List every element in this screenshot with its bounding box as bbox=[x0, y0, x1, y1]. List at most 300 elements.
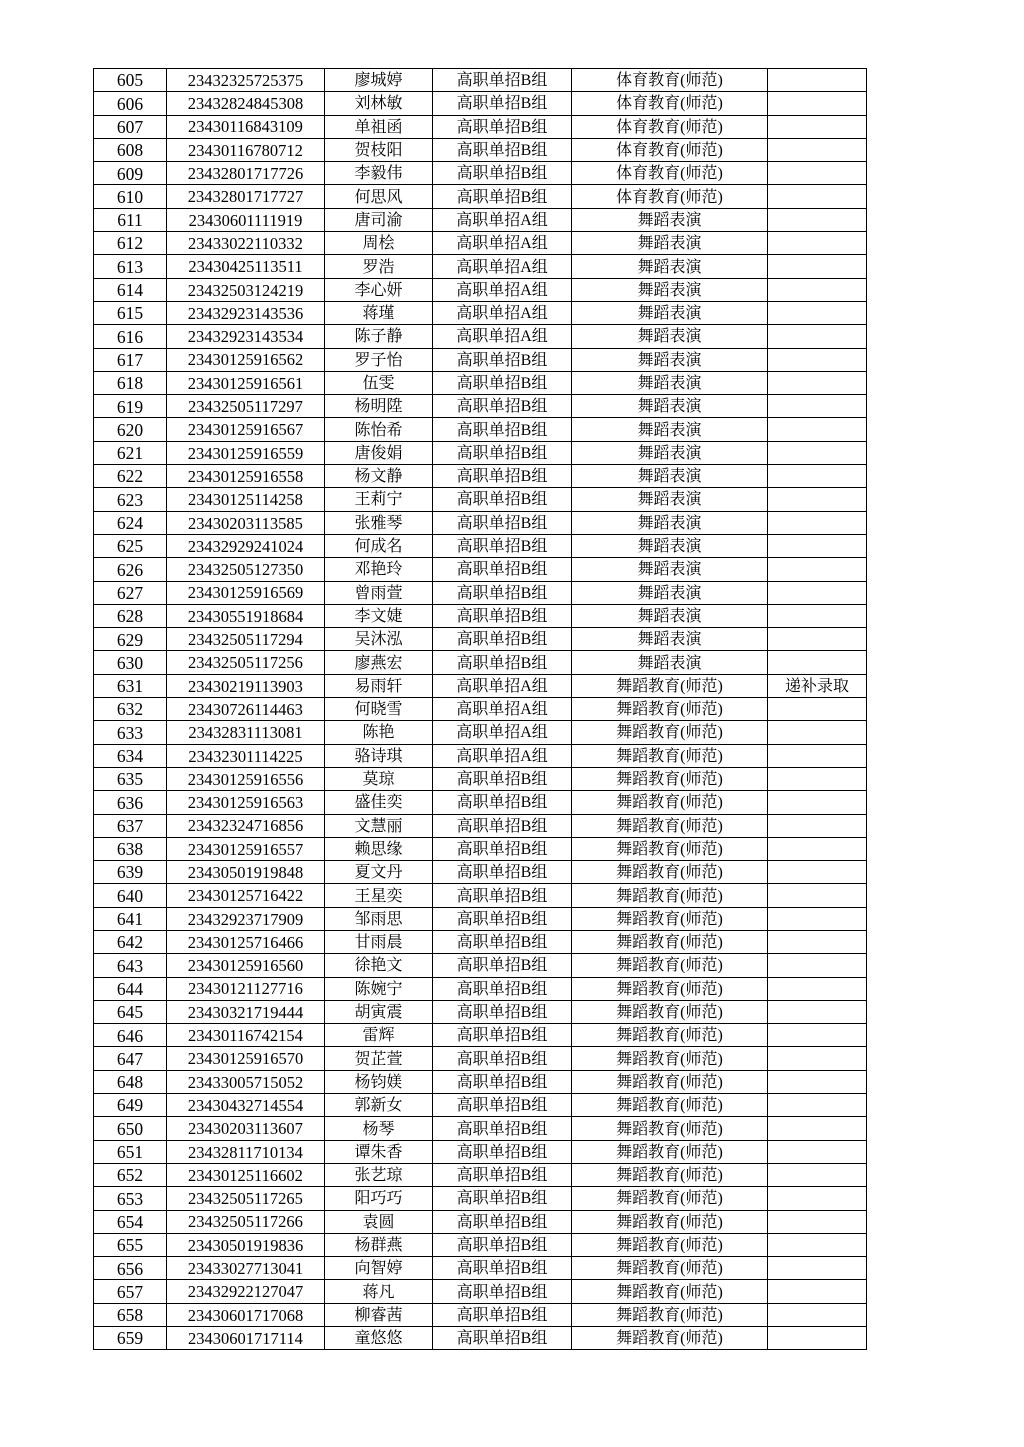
major-cell: 体育教育(师范) bbox=[572, 69, 768, 92]
serial-number-cell: 642 bbox=[94, 930, 167, 953]
student-name-cell: 单祖函 bbox=[325, 115, 433, 138]
serial-number-cell: 609 bbox=[94, 162, 167, 185]
serial-number-cell: 616 bbox=[94, 325, 167, 348]
admission-group-cell: 高职单招B组 bbox=[433, 488, 572, 511]
table-row bbox=[94, 1000, 867, 1023]
major-cell: 舞蹈教育(师范) bbox=[572, 861, 768, 884]
serial-number-cell: 643 bbox=[94, 954, 167, 977]
exam-id-cell: 23433005715052 bbox=[167, 1070, 325, 1093]
serial-number-cell: 639 bbox=[94, 861, 167, 884]
student-name-cell: 贺芷萱 bbox=[325, 1047, 433, 1070]
student-name-cell: 蒋瑾 bbox=[325, 301, 433, 324]
major-cell: 舞蹈表演 bbox=[572, 278, 768, 301]
student-name-cell: 张艺琼 bbox=[325, 1163, 433, 1186]
exam-id-cell: 23430125916557 bbox=[167, 837, 325, 860]
remark-cell bbox=[768, 930, 867, 953]
exam-id-cell: 23430726114463 bbox=[167, 698, 325, 721]
student-name-cell: 莫琼 bbox=[325, 767, 433, 790]
exam-id-cell: 23432929241024 bbox=[167, 534, 325, 557]
table-row bbox=[94, 1070, 867, 1093]
remark-cell bbox=[768, 954, 867, 977]
student-name-cell: 廖城婷 bbox=[325, 69, 433, 92]
major-cell: 舞蹈表演 bbox=[572, 534, 768, 557]
admission-group-cell: 高职单招B组 bbox=[433, 791, 572, 814]
table-row bbox=[94, 278, 867, 301]
exam-id-cell: 23430125116602 bbox=[167, 1163, 325, 1186]
exam-id-cell: 23430125916570 bbox=[167, 1047, 325, 1070]
major-cell: 舞蹈教育(师范) bbox=[572, 721, 768, 744]
exam-id-cell: 23430321719444 bbox=[167, 1000, 325, 1023]
major-cell: 舞蹈表演 bbox=[572, 208, 768, 231]
major-cell: 舞蹈表演 bbox=[572, 301, 768, 324]
remark-cell bbox=[768, 1233, 867, 1256]
admission-group-cell: 高职单招A组 bbox=[433, 232, 572, 255]
major-cell: 舞蹈表演 bbox=[572, 651, 768, 674]
remark-cell bbox=[768, 511, 867, 534]
major-cell: 舞蹈教育(师范) bbox=[572, 837, 768, 860]
remark-cell bbox=[768, 767, 867, 790]
exam-id-cell: 23432923143534 bbox=[167, 325, 325, 348]
serial-number-cell: 641 bbox=[94, 907, 167, 930]
student-name-cell: 阳巧巧 bbox=[325, 1187, 433, 1210]
admission-group-cell: 高职单招B组 bbox=[433, 348, 572, 371]
exam-id-cell: 23430125916558 bbox=[167, 465, 325, 488]
student-name-cell: 赖思缘 bbox=[325, 837, 433, 860]
exam-id-cell: 23430116780712 bbox=[167, 138, 325, 161]
major-cell: 舞蹈表演 bbox=[572, 348, 768, 371]
student-name-cell: 夏文丹 bbox=[325, 861, 433, 884]
admission-group-cell: 高职单招A组 bbox=[433, 278, 572, 301]
student-name-cell: 甘雨晨 bbox=[325, 930, 433, 953]
exam-id-cell: 23432505117294 bbox=[167, 628, 325, 651]
major-cell: 舞蹈教育(师范) bbox=[572, 1280, 768, 1303]
exam-id-cell: 23430116843109 bbox=[167, 115, 325, 138]
remark-cell bbox=[768, 814, 867, 837]
table-row bbox=[94, 954, 867, 977]
admission-group-cell: 高职单招B组 bbox=[433, 371, 572, 394]
major-cell: 舞蹈表演 bbox=[572, 418, 768, 441]
major-cell: 舞蹈表演 bbox=[572, 255, 768, 278]
exam-id-cell: 23430601111919 bbox=[167, 208, 325, 231]
student-name-cell: 文慧丽 bbox=[325, 814, 433, 837]
remark-cell bbox=[768, 1303, 867, 1326]
student-name-cell: 何晓雪 bbox=[325, 698, 433, 721]
remark-cell bbox=[768, 278, 867, 301]
student-name-cell: 刘林敏 bbox=[325, 92, 433, 115]
remark-cell bbox=[768, 884, 867, 907]
exam-id-cell: 23432505117265 bbox=[167, 1187, 325, 1210]
table-row bbox=[94, 558, 867, 581]
serial-number-cell: 610 bbox=[94, 185, 167, 208]
major-cell: 舞蹈教育(师范) bbox=[572, 1303, 768, 1326]
table-row bbox=[94, 1047, 867, 1070]
student-name-cell: 廖燕宏 bbox=[325, 651, 433, 674]
major-cell: 舞蹈教育(师范) bbox=[572, 1140, 768, 1163]
student-name-cell: 何成名 bbox=[325, 534, 433, 557]
admission-group-cell: 高职单招A组 bbox=[433, 744, 572, 767]
admission-group-cell: 高职单招B组 bbox=[433, 1024, 572, 1047]
admission-group-cell: 高职单招B组 bbox=[433, 930, 572, 953]
major-cell: 舞蹈表演 bbox=[572, 488, 768, 511]
major-cell: 体育教育(师范) bbox=[572, 185, 768, 208]
table-row bbox=[94, 884, 867, 907]
exam-id-cell: 23430125916556 bbox=[167, 767, 325, 790]
table-row bbox=[94, 1303, 867, 1326]
table-row bbox=[94, 208, 867, 231]
student-name-cell: 李心妍 bbox=[325, 278, 433, 301]
exam-id-cell: 23432505117256 bbox=[167, 651, 325, 674]
remark-cell bbox=[768, 255, 867, 278]
exam-id-cell: 23433022110332 bbox=[167, 232, 325, 255]
serial-number-cell: 612 bbox=[94, 232, 167, 255]
admission-group-cell: 高职单招B组 bbox=[433, 1094, 572, 1117]
table-row bbox=[94, 1187, 867, 1210]
major-cell: 体育教育(师范) bbox=[572, 138, 768, 161]
exam-id-cell: 23432923717909 bbox=[167, 907, 325, 930]
major-cell: 舞蹈教育(师范) bbox=[572, 930, 768, 953]
admission-group-cell: 高职单招B组 bbox=[433, 1163, 572, 1186]
table-row bbox=[94, 371, 867, 394]
admission-group-cell: 高职单招B组 bbox=[433, 1140, 572, 1163]
admission-group-cell: 高职单招A组 bbox=[433, 674, 572, 697]
student-name-cell: 童悠悠 bbox=[325, 1327, 433, 1350]
exam-id-cell: 23430125916560 bbox=[167, 954, 325, 977]
remark-cell bbox=[768, 162, 867, 185]
serial-number-cell: 655 bbox=[94, 1233, 167, 1256]
student-name-cell: 李文婕 bbox=[325, 604, 433, 627]
serial-number-cell: 607 bbox=[94, 115, 167, 138]
admission-group-cell: 高职单招B组 bbox=[433, 185, 572, 208]
student-name-cell: 杨钧媄 bbox=[325, 1070, 433, 1093]
exam-id-cell: 23432831113081 bbox=[167, 721, 325, 744]
student-name-cell: 谭朱香 bbox=[325, 1140, 433, 1163]
table-row bbox=[94, 185, 867, 208]
remark-cell bbox=[768, 395, 867, 418]
admission-group-cell: 高职单招B组 bbox=[433, 465, 572, 488]
remark-cell bbox=[768, 115, 867, 138]
table-row bbox=[94, 604, 867, 627]
remark-cell bbox=[768, 861, 867, 884]
remark-cell bbox=[768, 69, 867, 92]
student-name-cell: 邓艳玲 bbox=[325, 558, 433, 581]
table-row bbox=[94, 744, 867, 767]
remark-cell bbox=[768, 744, 867, 767]
major-cell: 舞蹈表演 bbox=[572, 395, 768, 418]
serial-number-cell: 659 bbox=[94, 1327, 167, 1350]
major-cell: 体育教育(师范) bbox=[572, 115, 768, 138]
remark-cell bbox=[768, 791, 867, 814]
student-name-cell: 陈怡希 bbox=[325, 418, 433, 441]
serial-number-cell: 605 bbox=[94, 69, 167, 92]
student-name-cell: 陈艳 bbox=[325, 721, 433, 744]
exam-id-cell: 23430125916559 bbox=[167, 441, 325, 464]
serial-number-cell: 649 bbox=[94, 1094, 167, 1117]
major-cell: 舞蹈表演 bbox=[572, 325, 768, 348]
table-row bbox=[94, 348, 867, 371]
table-row bbox=[94, 628, 867, 651]
student-name-cell: 骆诗琪 bbox=[325, 744, 433, 767]
exam-id-cell: 23430203113585 bbox=[167, 511, 325, 534]
serial-number-cell: 611 bbox=[94, 208, 167, 231]
student-name-cell: 杨群燕 bbox=[325, 1233, 433, 1256]
remark-cell bbox=[768, 301, 867, 324]
serial-number-cell: 648 bbox=[94, 1070, 167, 1093]
serial-number-cell: 617 bbox=[94, 348, 167, 371]
serial-number-cell: 647 bbox=[94, 1047, 167, 1070]
major-cell: 舞蹈教育(师范) bbox=[572, 977, 768, 1000]
student-name-cell: 徐艳文 bbox=[325, 954, 433, 977]
student-name-cell: 邹雨思 bbox=[325, 907, 433, 930]
remark-cell bbox=[768, 1257, 867, 1280]
exam-id-cell: 23430116742154 bbox=[167, 1024, 325, 1047]
major-cell: 舞蹈表演 bbox=[572, 441, 768, 464]
student-name-cell: 罗浩 bbox=[325, 255, 433, 278]
serial-number-cell: 633 bbox=[94, 721, 167, 744]
exam-id-cell: 23430601717068 bbox=[167, 1303, 325, 1326]
admission-group-cell: 高职单招B组 bbox=[433, 115, 572, 138]
exam-id-cell: 23432801717726 bbox=[167, 162, 325, 185]
serial-number-cell: 619 bbox=[94, 395, 167, 418]
serial-number-cell: 652 bbox=[94, 1163, 167, 1186]
remark-cell bbox=[768, 418, 867, 441]
remark-cell bbox=[768, 348, 867, 371]
table-row bbox=[94, 395, 867, 418]
serial-number-cell: 638 bbox=[94, 837, 167, 860]
remark-cell bbox=[768, 604, 867, 627]
admission-group-cell: 高职单招B组 bbox=[433, 1000, 572, 1023]
admission-group-cell: 高职单招A组 bbox=[433, 325, 572, 348]
exam-id-cell: 23430501919848 bbox=[167, 861, 325, 884]
table-row bbox=[94, 1094, 867, 1117]
table-row bbox=[94, 767, 867, 790]
exam-id-cell: 23430601717114 bbox=[167, 1327, 325, 1350]
admission-group-cell: 高职单招B组 bbox=[433, 1280, 572, 1303]
exam-id-cell: 23432325725375 bbox=[167, 69, 325, 92]
admission-group-cell: 高职单招B组 bbox=[433, 651, 572, 674]
table-row bbox=[94, 907, 867, 930]
admission-group-cell: 高职单招B组 bbox=[433, 861, 572, 884]
major-cell: 舞蹈教育(师范) bbox=[572, 1000, 768, 1023]
admission-group-cell: 高职单招A组 bbox=[433, 255, 572, 278]
serial-number-cell: 623 bbox=[94, 488, 167, 511]
table-row bbox=[94, 1140, 867, 1163]
table-row bbox=[94, 1327, 867, 1350]
table-row bbox=[94, 861, 867, 884]
remark-cell bbox=[768, 1094, 867, 1117]
major-cell: 舞蹈教育(师范) bbox=[572, 698, 768, 721]
admission-group-cell: 高职单招B组 bbox=[433, 628, 572, 651]
admission-group-cell: 高职单招B组 bbox=[433, 1117, 572, 1140]
admission-group-cell: 高职单招B组 bbox=[433, 418, 572, 441]
major-cell: 舞蹈教育(师范) bbox=[572, 1070, 768, 1093]
table-row bbox=[94, 651, 867, 674]
exam-id-cell: 23433027713041 bbox=[167, 1257, 325, 1280]
major-cell: 舞蹈教育(师范) bbox=[572, 1024, 768, 1047]
table-row bbox=[94, 1280, 867, 1303]
major-cell: 舞蹈教育(师范) bbox=[572, 1327, 768, 1350]
serial-number-cell: 630 bbox=[94, 651, 167, 674]
exam-id-cell: 23432801717727 bbox=[167, 185, 325, 208]
student-name-cell: 杨明陞 bbox=[325, 395, 433, 418]
major-cell: 舞蹈表演 bbox=[572, 581, 768, 604]
major-cell: 舞蹈教育(师范) bbox=[572, 907, 768, 930]
serial-number-cell: 640 bbox=[94, 884, 167, 907]
exam-id-cell: 23432824845308 bbox=[167, 92, 325, 115]
table-row bbox=[94, 441, 867, 464]
serial-number-cell: 645 bbox=[94, 1000, 167, 1023]
remark-cell bbox=[768, 1210, 867, 1233]
student-name-cell: 吴沐泓 bbox=[325, 628, 433, 651]
table-row bbox=[94, 301, 867, 324]
student-name-cell: 胡寅震 bbox=[325, 1000, 433, 1023]
admission-group-cell: 高职单招B组 bbox=[433, 1327, 572, 1350]
table-row bbox=[94, 534, 867, 557]
remark-cell bbox=[768, 1117, 867, 1140]
remark-cell bbox=[768, 1070, 867, 1093]
remark-cell: 递补录取 bbox=[768, 674, 867, 697]
exam-id-cell: 23430125716466 bbox=[167, 930, 325, 953]
admission-group-cell: 高职单招B组 bbox=[433, 1047, 572, 1070]
serial-number-cell: 635 bbox=[94, 767, 167, 790]
remark-cell bbox=[768, 1280, 867, 1303]
major-cell: 舞蹈表演 bbox=[572, 558, 768, 581]
admission-group-cell: 高职单招B组 bbox=[433, 814, 572, 837]
student-name-cell: 罗子怡 bbox=[325, 348, 433, 371]
student-name-cell: 张雅琴 bbox=[325, 511, 433, 534]
remark-cell bbox=[768, 1047, 867, 1070]
student-name-cell: 杨文静 bbox=[325, 465, 433, 488]
exam-id-cell: 23430125916561 bbox=[167, 371, 325, 394]
serial-number-cell: 632 bbox=[94, 698, 167, 721]
remark-cell bbox=[768, 534, 867, 557]
remark-cell bbox=[768, 907, 867, 930]
table-row bbox=[94, 69, 867, 92]
table-row bbox=[94, 1024, 867, 1047]
serial-number-cell: 629 bbox=[94, 628, 167, 651]
admission-group-cell: 高职单招B组 bbox=[433, 767, 572, 790]
admission-group-cell: 高职单招B组 bbox=[433, 604, 572, 627]
major-cell: 舞蹈教育(师范) bbox=[572, 1257, 768, 1280]
exam-id-cell: 23430203113607 bbox=[167, 1117, 325, 1140]
exam-id-cell: 23430125114258 bbox=[167, 488, 325, 511]
admission-group-cell: 高职单招B组 bbox=[433, 1233, 572, 1256]
remark-cell bbox=[768, 1140, 867, 1163]
exam-id-cell: 23430432714554 bbox=[167, 1094, 325, 1117]
remark-cell bbox=[768, 325, 867, 348]
exam-id-cell: 23430501919836 bbox=[167, 1233, 325, 1256]
student-name-cell: 柳睿茜 bbox=[325, 1303, 433, 1326]
remark-cell bbox=[768, 488, 867, 511]
serial-number-cell: 634 bbox=[94, 744, 167, 767]
exam-id-cell: 23432301114225 bbox=[167, 744, 325, 767]
exam-id-cell: 23430125916567 bbox=[167, 418, 325, 441]
table-row bbox=[94, 581, 867, 604]
admission-group-cell: 高职单招B组 bbox=[433, 534, 572, 557]
table-row bbox=[94, 325, 867, 348]
serial-number-cell: 624 bbox=[94, 511, 167, 534]
serial-number-cell: 628 bbox=[94, 604, 167, 627]
serial-number-cell: 658 bbox=[94, 1303, 167, 1326]
serial-number-cell: 608 bbox=[94, 138, 167, 161]
major-cell: 舞蹈表演 bbox=[572, 465, 768, 488]
remark-cell bbox=[768, 1000, 867, 1023]
table-row bbox=[94, 977, 867, 1000]
major-cell: 舞蹈教育(师范) bbox=[572, 1163, 768, 1186]
serial-number-cell: 626 bbox=[94, 558, 167, 581]
student-name-cell: 陈婉宁 bbox=[325, 977, 433, 1000]
exam-id-cell: 23432505127350 bbox=[167, 558, 325, 581]
student-name-cell: 伍雯 bbox=[325, 371, 433, 394]
serial-number-cell: 657 bbox=[94, 1280, 167, 1303]
exam-id-cell: 23432923143536 bbox=[167, 301, 325, 324]
major-cell: 舞蹈教育(师范) bbox=[572, 791, 768, 814]
admission-group-cell: 高职单招B组 bbox=[433, 162, 572, 185]
admission-roster-table bbox=[93, 68, 867, 1350]
major-cell: 舞蹈表演 bbox=[572, 604, 768, 627]
serial-number-cell: 656 bbox=[94, 1257, 167, 1280]
exam-id-cell: 23432922127047 bbox=[167, 1280, 325, 1303]
table-row bbox=[94, 465, 867, 488]
table-row bbox=[94, 418, 867, 441]
major-cell: 舞蹈表演 bbox=[572, 232, 768, 255]
table-row bbox=[94, 1233, 867, 1256]
student-name-cell: 易雨轩 bbox=[325, 674, 433, 697]
student-name-cell: 唐俊娟 bbox=[325, 441, 433, 464]
admission-group-cell: 高职单招B组 bbox=[433, 1257, 572, 1280]
major-cell: 舞蹈表演 bbox=[572, 511, 768, 534]
table-row bbox=[94, 1117, 867, 1140]
remark-cell bbox=[768, 208, 867, 231]
table-row bbox=[94, 1163, 867, 1186]
major-cell: 舞蹈教育(师范) bbox=[572, 1233, 768, 1256]
student-name-cell: 杨琴 bbox=[325, 1117, 433, 1140]
remark-cell bbox=[768, 628, 867, 651]
table-row bbox=[94, 138, 867, 161]
table-row bbox=[94, 488, 867, 511]
admission-group-cell: 高职单招B组 bbox=[433, 954, 572, 977]
admission-group-cell: 高职单招B组 bbox=[433, 837, 572, 860]
exam-id-cell: 23430125916563 bbox=[167, 791, 325, 814]
major-cell: 舞蹈教育(师范) bbox=[572, 1187, 768, 1210]
student-name-cell: 郭新女 bbox=[325, 1094, 433, 1117]
student-name-cell: 何思风 bbox=[325, 185, 433, 208]
admission-group-cell: 高职单招A组 bbox=[433, 301, 572, 324]
admission-group-cell: 高职单招B组 bbox=[433, 1070, 572, 1093]
serial-number-cell: 613 bbox=[94, 255, 167, 278]
table-row bbox=[94, 1210, 867, 1233]
table-row bbox=[94, 837, 867, 860]
table-row bbox=[94, 255, 867, 278]
major-cell: 体育教育(师范) bbox=[572, 162, 768, 185]
serial-number-cell: 651 bbox=[94, 1140, 167, 1163]
remark-cell bbox=[768, 977, 867, 1000]
admission-group-cell: 高职单招B组 bbox=[433, 92, 572, 115]
table-row bbox=[94, 674, 867, 697]
student-name-cell: 盛佳奕 bbox=[325, 791, 433, 814]
student-name-cell: 陈子静 bbox=[325, 325, 433, 348]
serial-number-cell: 627 bbox=[94, 581, 167, 604]
student-name-cell: 向智婷 bbox=[325, 1257, 433, 1280]
admission-group-cell: 高职单招B组 bbox=[433, 511, 572, 534]
serial-number-cell: 625 bbox=[94, 534, 167, 557]
remark-cell bbox=[768, 581, 867, 604]
major-cell: 舞蹈表演 bbox=[572, 628, 768, 651]
table-row bbox=[94, 115, 867, 138]
student-name-cell: 王莉宁 bbox=[325, 488, 433, 511]
table-row bbox=[94, 721, 867, 744]
table-row bbox=[94, 162, 867, 185]
exam-id-cell: 23430551918684 bbox=[167, 604, 325, 627]
